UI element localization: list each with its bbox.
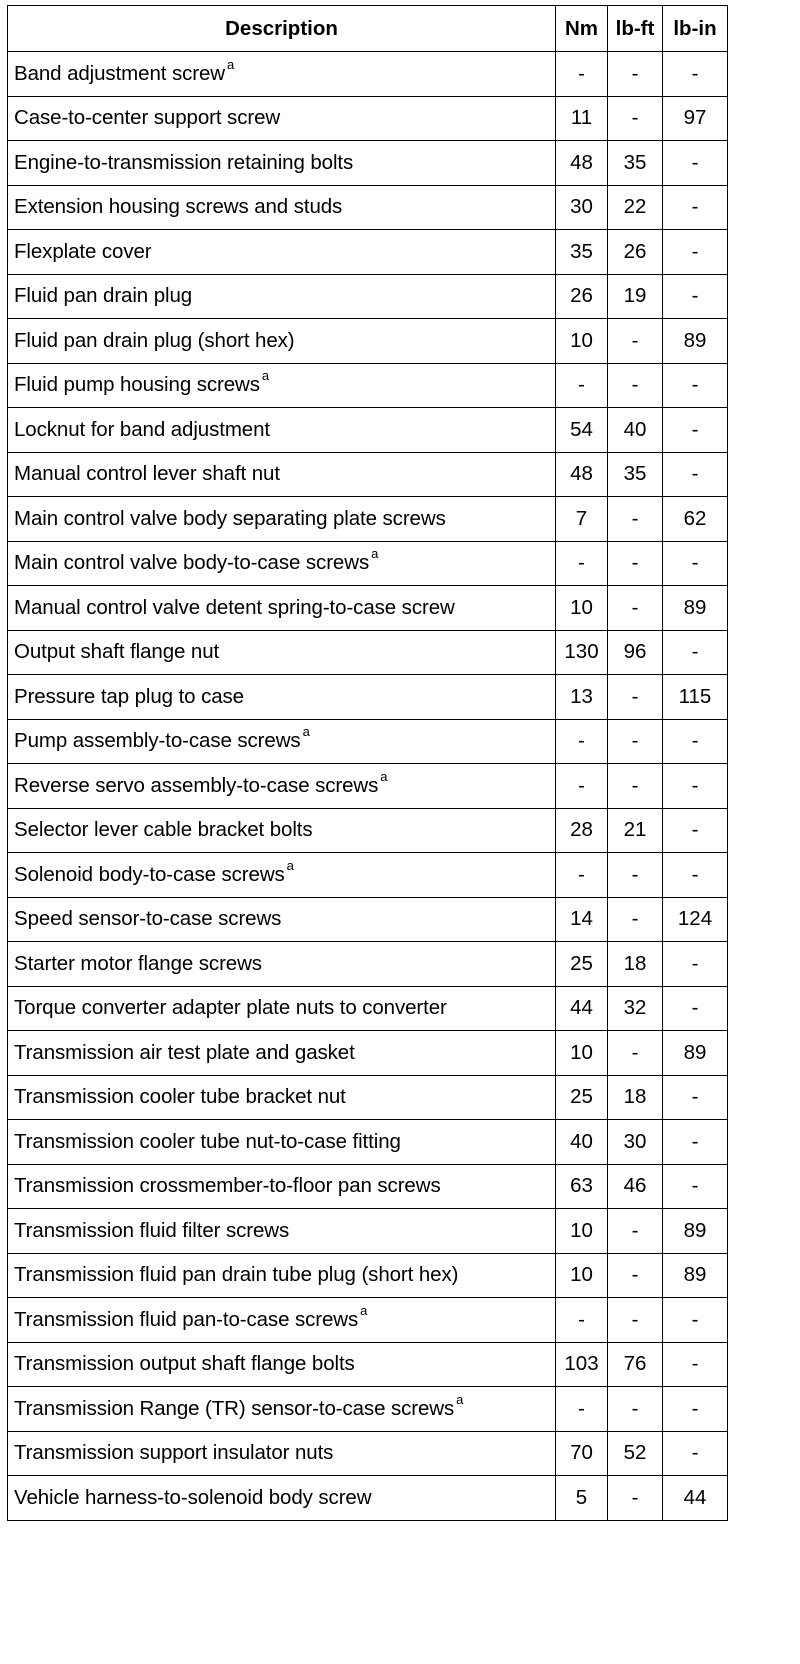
table-row [8,230,728,275]
row-description: Locknut for band adjustment [14,417,270,441]
table-row [8,675,728,720]
header-nm: Nm [556,6,608,52]
table-row [8,1075,728,1120]
row-description: Transmission fluid pan-to-case screws [14,1307,359,1331]
table-row [8,1298,728,1343]
row-lb-in: - [663,52,728,97]
row-description-cell [8,586,556,631]
row-lb-in: 89 [663,1209,728,1254]
row-nm: 11 [556,96,608,141]
footnote-marker: a [380,768,388,784]
row-description-cell [8,1164,556,1209]
row-lb-in: - [663,853,728,898]
table-row [8,808,728,853]
table-row [8,363,728,408]
row-description: Transmission Range (TR) sensor-to-case screws [14,1396,455,1420]
row-lb-ft: 30 [608,1120,663,1165]
row-lb-in: - [663,1298,728,1343]
row-nm: - [556,363,608,408]
row-lb-ft: - [608,1031,663,1076]
table-row [8,1387,728,1432]
row-lb-ft: - [608,586,663,631]
row-description-cell [8,853,556,898]
row-nm: - [556,541,608,586]
row-lb-in: - [663,1164,728,1209]
row-lb-ft: - [608,853,663,898]
row-nm: 26 [556,274,608,319]
row-nm: 25 [556,1075,608,1120]
table-row [8,897,728,942]
row-lb-ft: - [608,363,663,408]
row-description: Transmission output shaft flange bolts [14,1352,355,1376]
row-lb-ft: 18 [608,942,663,987]
row-nm: 44 [556,986,608,1031]
footnote-marker: a [302,724,310,740]
row-description-cell [8,1342,556,1387]
header-lb-in: lb-in [663,6,728,52]
row-nm: 103 [556,1342,608,1387]
row-description-cell [8,1031,556,1076]
row-description: Speed sensor-to-case screws [14,907,282,931]
row-nm: 63 [556,1164,608,1209]
row-lb-in: 89 [663,1253,728,1298]
row-lb-in: - [663,1387,728,1432]
table-row [8,497,728,542]
table-row [8,1253,728,1298]
row-nm: 28 [556,808,608,853]
row-nm: 7 [556,497,608,542]
row-description: Selector lever cable bracket bolts [14,818,313,842]
footnote-marker: a [360,1302,368,1318]
row-lb-in: 89 [663,586,728,631]
row-nm: 40 [556,1120,608,1165]
row-description-cell [8,52,556,97]
row-lb-ft: - [608,52,663,97]
row-description: Pump assembly-to-case screws [14,729,301,753]
table-row [8,185,728,230]
row-lb-ft: 40 [608,408,663,453]
row-lb-in: - [663,408,728,453]
row-description: Transmission crossmember-to-floor pan screws [14,1174,441,1198]
row-description: Transmission air test plate and gasket [14,1040,355,1064]
table-row [8,408,728,453]
row-lb-in: - [663,141,728,186]
row-lb-in: - [663,452,728,497]
row-lb-in: - [663,1431,728,1476]
row-lb-ft: 96 [608,630,663,675]
row-description-cell [8,96,556,141]
table-row [8,719,728,764]
table-header-row [8,6,728,52]
row-nm: 10 [556,1031,608,1076]
row-lb-ft: - [608,897,663,942]
row-description-cell [8,185,556,230]
row-lb-in: - [663,1120,728,1165]
row-nm: 70 [556,1431,608,1476]
row-nm: 35 [556,230,608,275]
row-nm: - [556,52,608,97]
row-description-cell [8,1209,556,1254]
row-lb-ft: 52 [608,1431,663,1476]
row-lb-ft: 46 [608,1164,663,1209]
row-description-cell [8,630,556,675]
row-description: Flexplate cover [14,239,152,263]
table-row [8,586,728,631]
row-description: Starter motor flange screws [14,951,262,975]
row-description-cell [8,942,556,987]
row-lb-in: 115 [663,675,728,720]
row-lb-in: 89 [663,319,728,364]
row-description: Transmission cooler tube bracket nut [14,1085,346,1109]
row-lb-in: 89 [663,1031,728,1076]
row-lb-ft: - [608,1387,663,1432]
table-row [8,764,728,809]
row-description-cell [8,408,556,453]
table-row [8,630,728,675]
table-row [8,1342,728,1387]
row-lb-in: 62 [663,497,728,542]
row-description-cell [8,1075,556,1120]
row-nm: 54 [556,408,608,453]
row-description: Transmission cooler tube nut-to-case fitting [14,1129,401,1153]
row-nm: 130 [556,630,608,675]
footnote-marker: a [261,368,270,384]
row-description-cell [8,1431,556,1476]
row-description-cell [8,897,556,942]
table-row [8,986,728,1031]
row-lb-ft: 35 [608,452,663,497]
row-lb-in: 44 [663,1476,728,1521]
row-description: Solenoid body-to-case screws [14,862,285,886]
row-lb-ft: 19 [608,274,663,319]
row-lb-in: - [663,942,728,987]
footnote-marker: a [371,546,379,562]
row-description: Manual control valve detent spring-to-case screw [14,595,455,619]
row-description: Manual control lever shaft nut [14,462,280,486]
row-description: Transmission fluid pan drain tube plug (short hex) [14,1263,459,1287]
row-nm: 10 [556,586,608,631]
row-lb-in: - [663,764,728,809]
table-row [8,1431,728,1476]
row-lb-ft: - [608,1209,663,1254]
row-lb-in: - [663,1075,728,1120]
table-row [8,1209,728,1254]
table-row [8,319,728,364]
row-description: Output shaft flange nut [14,640,220,664]
table-row [8,1476,728,1521]
row-lb-in: 124 [663,897,728,942]
row-lb-in: - [663,541,728,586]
table-row [8,1120,728,1165]
row-description: Torque converter adapter plate nuts to converter [14,996,447,1020]
row-description-cell [8,541,556,586]
row-description: Pressure tap plug to case [14,684,244,708]
row-lb-ft: 76 [608,1342,663,1387]
table-row [8,452,728,497]
table-row [8,52,728,97]
row-nm: 48 [556,141,608,186]
footnote-marker: a [286,857,294,873]
row-description-cell [8,719,556,764]
row-description-cell [8,1298,556,1343]
header-description: Description [8,6,556,52]
row-lb-in: - [663,274,728,319]
row-description-cell [8,319,556,364]
row-nm: 5 [556,1476,608,1521]
row-description-cell [8,141,556,186]
table-row [8,274,728,319]
row-lb-ft: - [608,675,663,720]
row-lb-in: - [663,185,728,230]
row-lb-ft: - [608,764,663,809]
row-description: Fluid pump housing screws [14,373,260,397]
row-nm: 25 [556,942,608,987]
row-nm: 10 [556,319,608,364]
row-nm: 13 [556,675,608,720]
row-nm: 10 [556,1253,608,1298]
row-lb-ft: 26 [608,230,663,275]
row-lb-ft: 18 [608,1075,663,1120]
row-description: Transmission support insulator nuts [14,1441,334,1465]
row-lb-ft: 21 [608,808,663,853]
row-lb-in: - [663,986,728,1031]
row-lb-in: 97 [663,96,728,141]
row-description-cell [8,1120,556,1165]
row-lb-ft: 35 [608,141,663,186]
footnote-marker: a [456,1391,464,1407]
row-description: Main control valve body separating plate screws [14,506,446,530]
row-nm: 30 [556,185,608,230]
row-description-cell [8,764,556,809]
row-description-cell [8,986,556,1031]
row-description: Reverse servo assembly-to-case screws [14,773,379,797]
row-description-cell [8,808,556,853]
table-row [8,96,728,141]
row-description-cell [8,363,556,408]
table-row [8,141,728,186]
footnote-marker: a [226,56,235,72]
table-row [8,853,728,898]
row-description: Extension housing screws and studs [14,195,343,219]
table-row [8,942,728,987]
row-nm: 48 [556,452,608,497]
table-row [8,1164,728,1209]
row-description: Case-to-center support screw [14,106,281,130]
row-description-cell [8,497,556,542]
torque-spec-table [7,5,728,1521]
row-lb-in: - [663,719,728,764]
row-description: Band adjustment screw [14,61,225,85]
row-lb-in: - [663,630,728,675]
row-lb-in: - [663,808,728,853]
row-description-cell [8,1476,556,1521]
row-lb-ft: - [608,319,663,364]
row-nm: - [556,764,608,809]
row-nm: - [556,1387,608,1432]
header-lb-ft: lb-ft [608,6,663,52]
table-row [8,1031,728,1076]
row-lb-ft: - [608,497,663,542]
row-lb-ft: - [608,1476,663,1521]
row-nm: 14 [556,897,608,942]
row-description: Fluid pan drain plug (short hex) [14,328,295,352]
row-description-cell [8,452,556,497]
row-description-cell [8,230,556,275]
row-nm: 10 [556,1209,608,1254]
row-lb-ft: 32 [608,986,663,1031]
row-lb-ft: - [608,96,663,141]
row-lb-ft: - [608,719,663,764]
row-lb-ft: - [608,541,663,586]
row-description-cell [8,1253,556,1298]
row-description: Main control valve body-to-case screws [14,551,370,575]
row-nm: - [556,1298,608,1343]
table-body [8,52,728,1521]
row-description: Engine-to-transmission retaining bolts [14,150,354,174]
row-nm: - [556,719,608,764]
row-nm: - [556,853,608,898]
row-lb-in: - [663,230,728,275]
row-description: Transmission fluid filter screws [14,1218,290,1242]
row-lb-ft: - [608,1298,663,1343]
table-row [8,541,728,586]
row-description-cell [8,675,556,720]
row-description: Fluid pan drain plug [14,284,193,308]
row-lb-ft: - [608,1253,663,1298]
row-lb-in: - [663,363,728,408]
row-description: Vehicle harness-to-solenoid body screw [14,1485,372,1509]
row-description-cell [8,1387,556,1432]
row-description-cell [8,274,556,319]
row-lb-in: - [663,1342,728,1387]
row-lb-ft: 22 [608,185,663,230]
